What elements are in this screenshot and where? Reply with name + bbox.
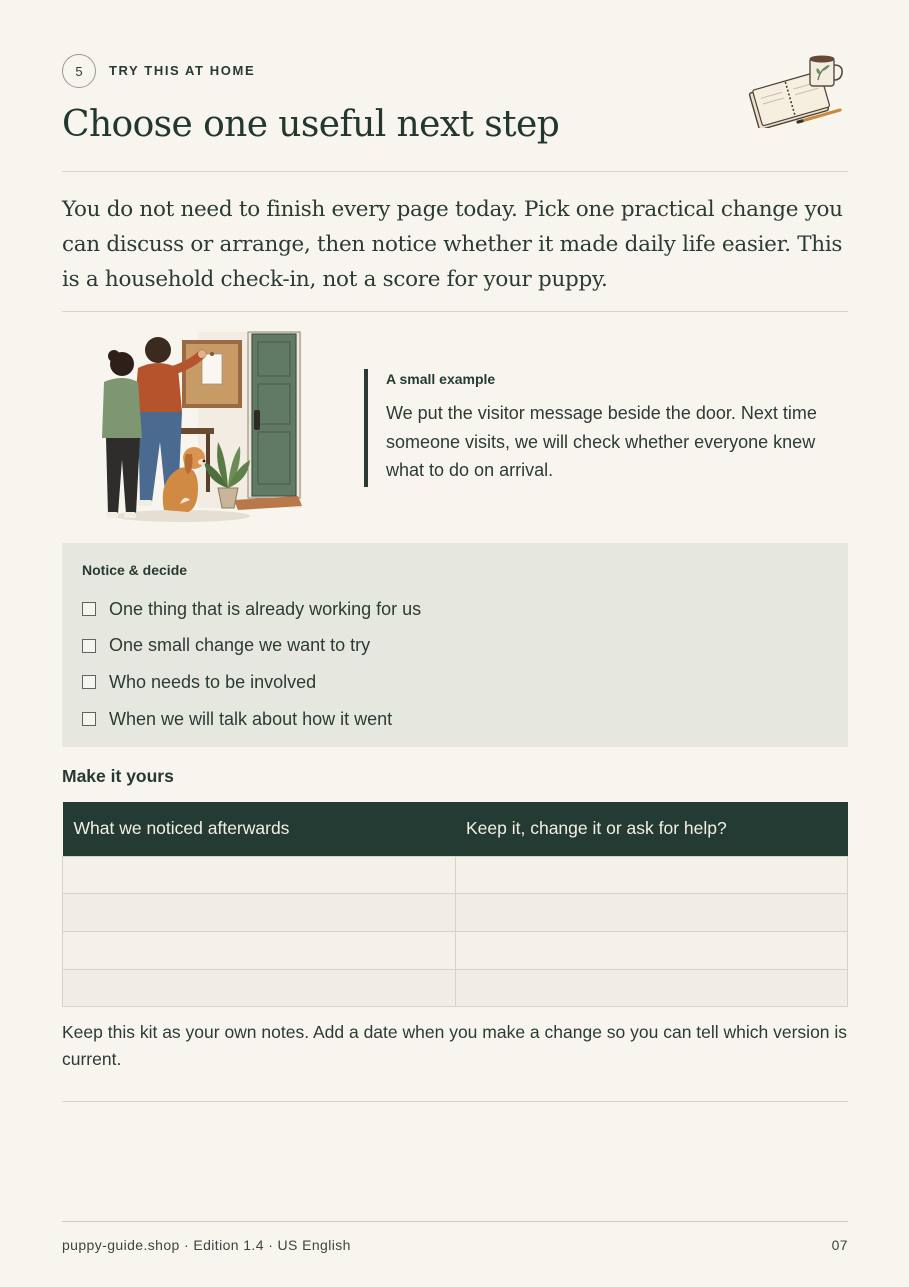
checklist-item-label: Who needs to be involved: [109, 671, 317, 692]
step-number-badge: 5: [62, 54, 96, 88]
checklist-item-label: When we will talk about how it went: [109, 708, 393, 729]
intro-paragraph: You do not need to finish every page today. Pick one practical change you can discuss or arrange, then notice whether it made daily life easier. This is a household check-in, not a score for your puppy.: [62, 197, 843, 292]
intro-divider: [62, 311, 848, 312]
callout-accent-bar: [364, 369, 368, 487]
checkbox[interactable]: [82, 712, 96, 726]
table-cell[interactable]: [455, 931, 848, 969]
checkbox[interactable]: [82, 602, 96, 616]
checklist-item-label: One thing that is already working for us: [109, 598, 422, 619]
example-body: We put the visitor message beside the door. Next time someone visits, we will check whether everyone knew what to do on arrival.: [386, 403, 817, 480]
notice-decide-panel: [62, 543, 848, 747]
page-number: 07: [831, 1237, 848, 1253]
table-cell[interactable]: [455, 969, 848, 1007]
table-cell[interactable]: [63, 856, 456, 894]
notebook-and-mug-illustration: [744, 54, 848, 128]
page-header: [62, 54, 848, 172]
table-cell[interactable]: [455, 894, 848, 932]
table-row: [63, 931, 848, 969]
table-cell[interactable]: [63, 894, 456, 932]
worksheet-title: Make it yours: [62, 766, 174, 786]
checkbox[interactable]: [82, 639, 96, 653]
column-header: Keep it, change it or ask for help?: [455, 802, 848, 856]
checklist-title: Notice & decide: [82, 562, 188, 578]
column-header: What we noticed afterwards: [63, 802, 456, 856]
page-title: Choose one useful next step: [62, 104, 560, 145]
example-title: A small example: [386, 371, 496, 387]
table-cell[interactable]: [63, 969, 456, 1007]
table-cell[interactable]: [455, 856, 848, 894]
household-door-illustration: [102, 330, 302, 526]
table-row: [63, 969, 848, 1007]
checklist: [82, 591, 421, 737]
page-footer: [62, 1237, 848, 1257]
checklist-item[interactable]: [82, 664, 421, 701]
checklist-item[interactable]: [82, 701, 421, 738]
table-row: [63, 856, 848, 894]
checklist-item-label: One small change we want to try: [109, 635, 371, 656]
checkbox[interactable]: [82, 675, 96, 689]
footer-source: puppy-guide.shop · Edition 1.4 · US English: [62, 1237, 351, 1253]
example-callout: [364, 369, 848, 487]
note-divider: [62, 1101, 848, 1102]
page: [62, 0, 848, 1287]
header-divider: [62, 171, 848, 172]
worksheet-table: [62, 802, 848, 1007]
version-note: Keep this kit as your own notes. Add a date when you make a change so you can tell which version is current.: [62, 1022, 848, 1069]
table-header-row: [63, 802, 848, 856]
table-cell[interactable]: [63, 931, 456, 969]
checklist-item[interactable]: [82, 591, 421, 628]
footer-divider: [62, 1221, 848, 1222]
section-kicker: TRY THIS AT HOME: [109, 63, 256, 78]
table-row: [63, 894, 848, 932]
checklist-item[interactable]: [82, 628, 421, 665]
